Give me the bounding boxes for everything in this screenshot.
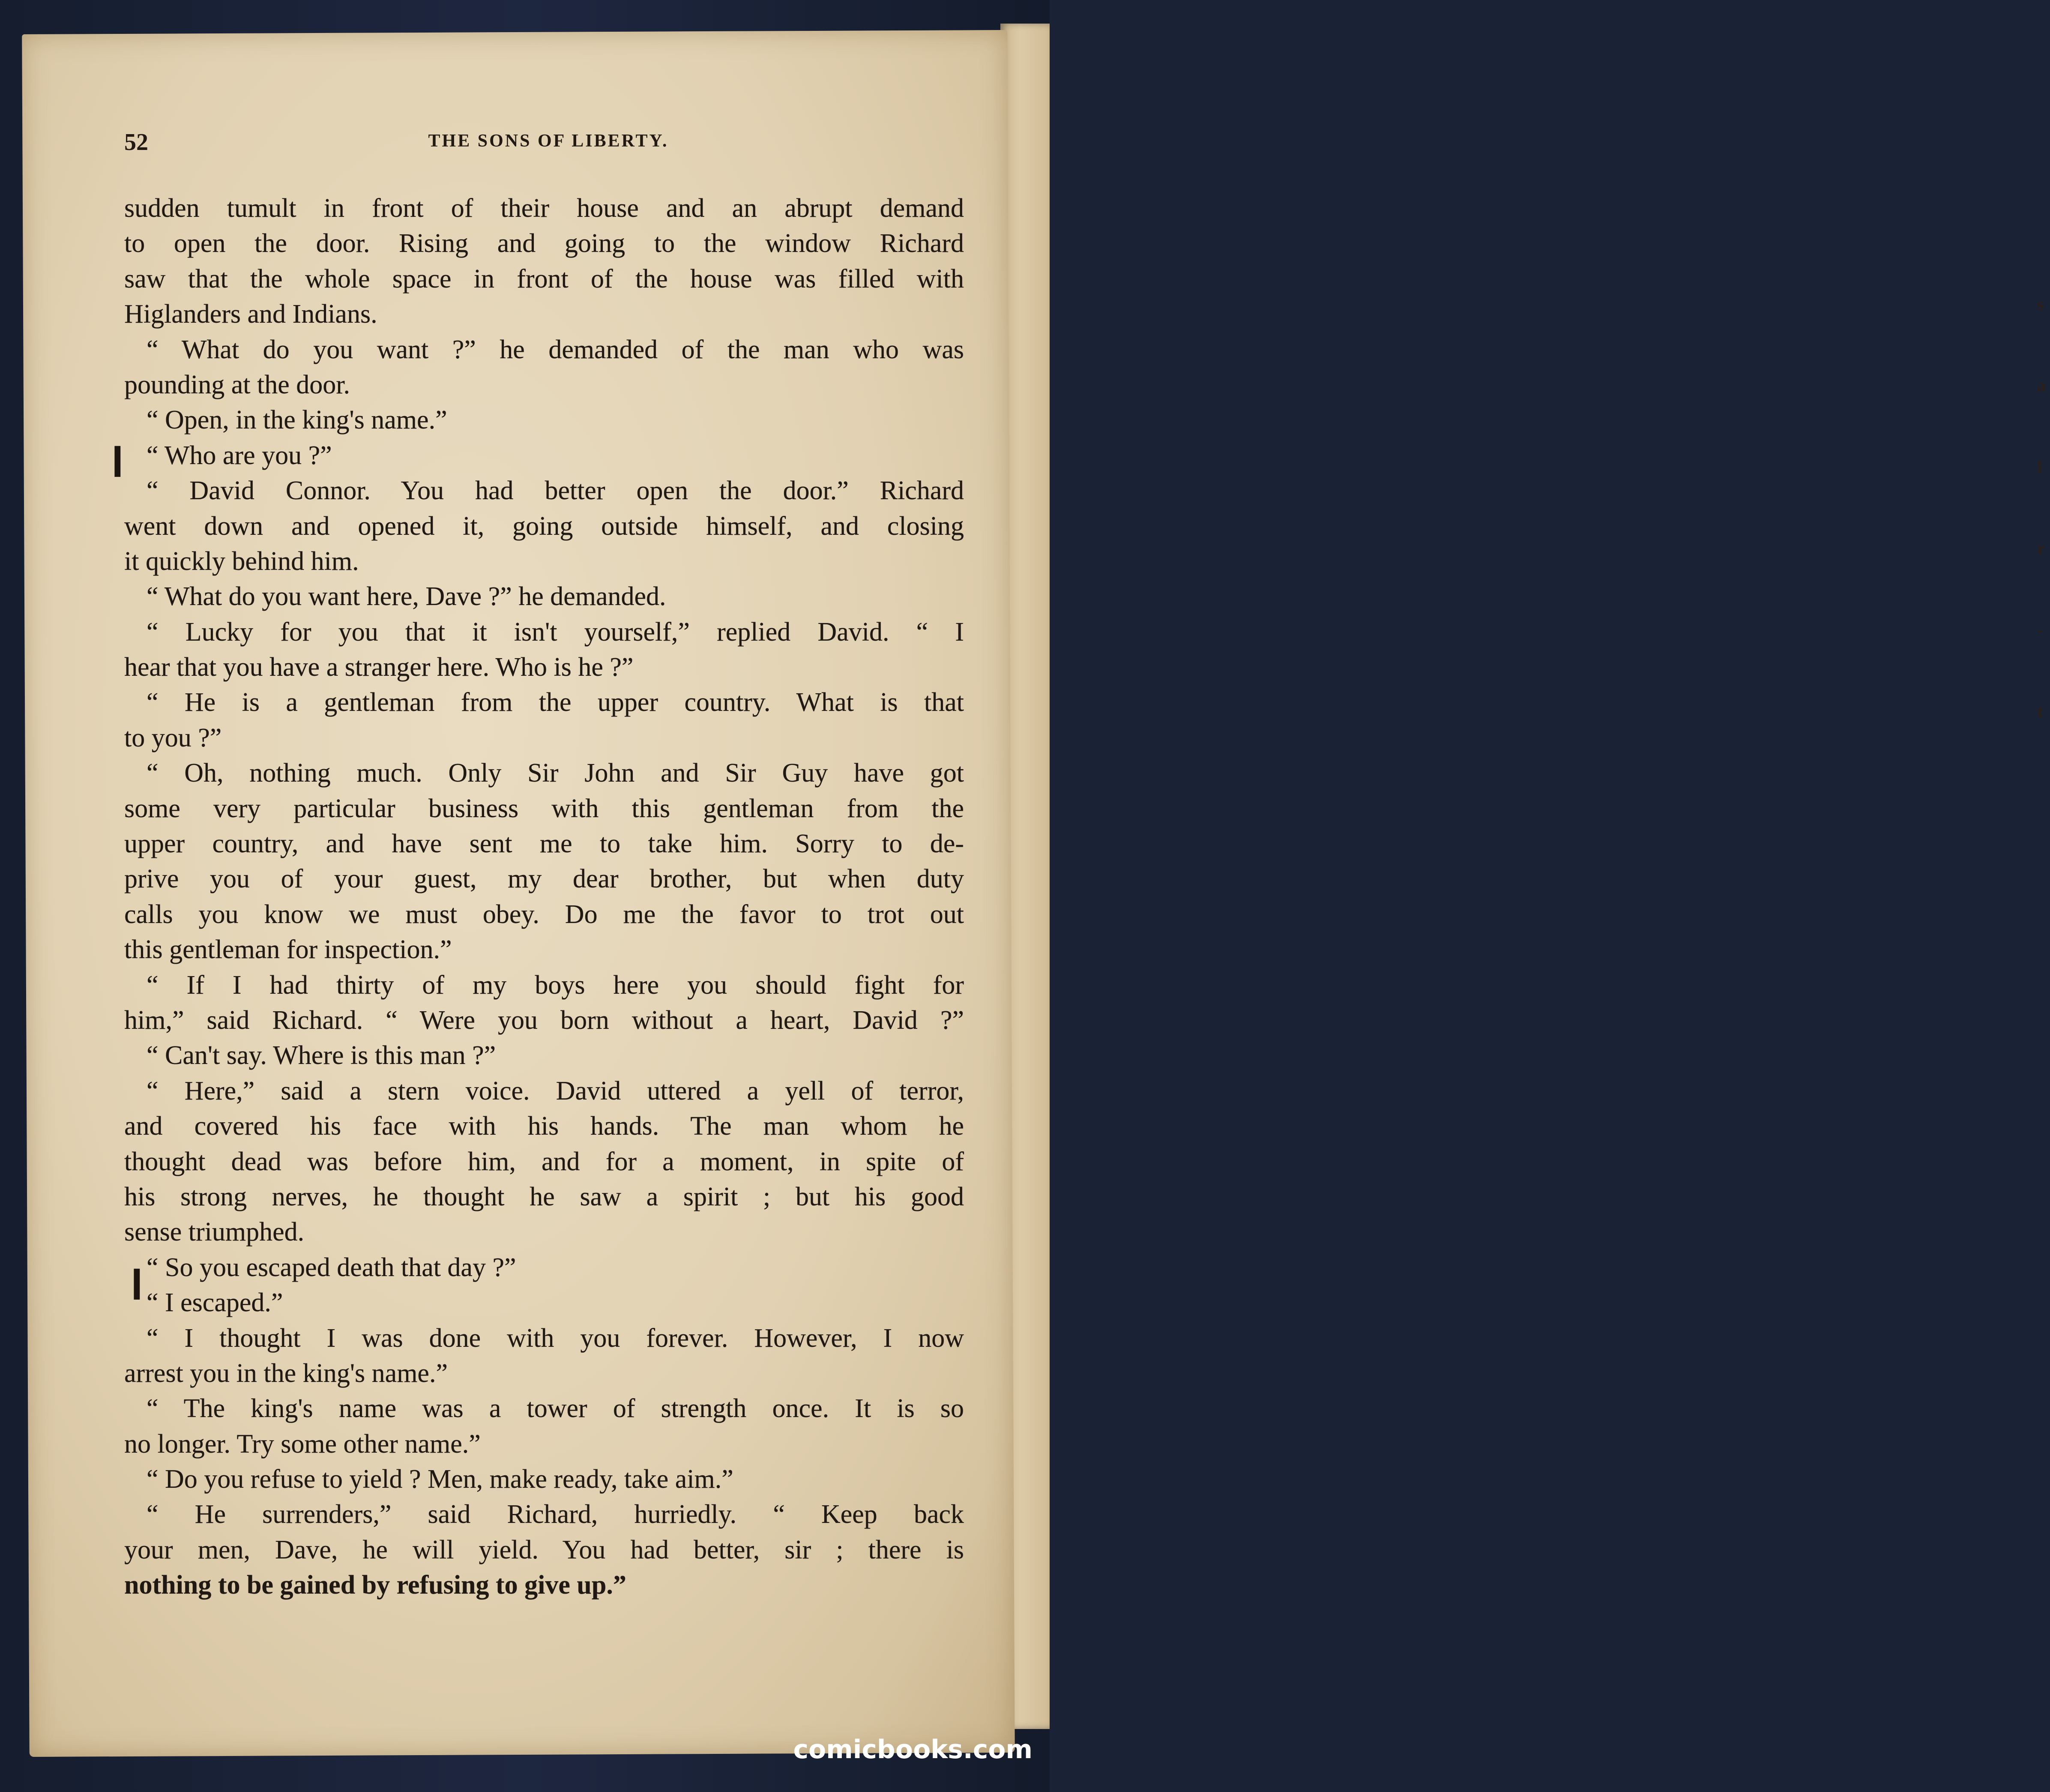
facing-page-letters [2037,264,2050,752]
text-line: “ Who are you ?” [147,441,332,470]
text-line: this gentleman for inspection.” [124,935,452,965]
text-line: “ Oh, nothing much. Only Sir John and Sir Guy have got [147,758,964,788]
text-line: his strong nerves, he thought he saw a spirit ; but his good [124,1182,964,1211]
facing-page-letter: r [2037,539,2045,558]
text-line: nothing to be gained by refusing to give up.” [124,1570,626,1600]
watermark: comicbooks.com [793,1735,1032,1765]
text-line: “ Do you refuse to yield ? Men, make ready, take aim.” [147,1465,733,1494]
text-line: and covered his face with his hands. The man whom he [124,1112,964,1141]
body-text [124,191,964,1603]
text-line: “ Can't say. Where is this man ?” [147,1041,496,1070]
text-line: “ If I had thirty of my boys here you should fight for [147,970,964,1000]
text-line: “ So you escaped death that day ?” [147,1253,516,1282]
text-line: “ Open, in the king's name.” [147,405,447,435]
text-line: sense triumphed. [124,1217,305,1247]
text-line: “ Here,” said a stern voice. David uttered a yell of terror, [147,1076,964,1106]
text-line: him,” said Richard. “ Were you born without a heart, David ?” [124,1005,964,1035]
text-line: to open the door. Rising and going to the window Richard [124,229,964,258]
text-line: calls you know we must obey. Do me the favor to trot out [124,899,964,929]
text-line: “ What do you want ?” he demanded of the man who was [147,335,964,364]
text-line: some very particular business with this gentleman from the [124,794,964,823]
text-line: no longer. Try some other name.” [124,1429,481,1459]
margin-ink-mark: ❙ [124,1266,150,1299]
text-line: “ He is a gentleman from the upper country. What is that [147,688,964,717]
text-line: “ Lucky for you that it isn't yourself,” replied David. “ I [147,617,964,647]
text-line: thought dead was before him, and for a moment, in spite of [124,1147,964,1176]
text-line: hear that you have a stranger here. Who is he ?” [124,653,634,682]
text-line: “ I thought I was done with you forever. However, I now [147,1323,964,1353]
text-line: upper country, and have sent me to take him. Sorry to de- [124,829,964,859]
text-line: “ David Connor. You had better open the door.” Richard [147,476,964,506]
facing-page-letter: s [2037,294,2044,314]
text-line: prive you of your guest, my dear brother, but when duty [124,864,964,894]
running-head [124,129,973,159]
text-line: arrest you in the king's name.” [124,1358,448,1388]
text-line: your men, Dave, he will yield. You had better, sir ; there is [124,1535,964,1564]
text-line: went down and opened it, going outside himself, and closing [124,511,964,541]
text-line: “ What do you want here, Dave ?” he demanded. [147,582,666,611]
text-line: “ I escaped.” [147,1288,283,1318]
text-line: Higlanders and Indians. [124,300,377,329]
text-line: to you ?” [124,723,222,752]
page-number: 52 [124,129,148,156]
facing-page-letter: t [2037,701,2043,721]
text-line: sudden tumult in front of their house and an abrupt demand [124,194,964,223]
facing-page-letter: l [2037,457,2042,476]
margin-ink-mark: ❙ [105,443,130,476]
text-line: “ The king's name was a tower of strength once. It is so [147,1394,964,1423]
facing-page-letter: - [2037,620,2043,639]
book-title: THE SONS OF LIBERTY. [428,131,669,151]
text-line: it quickly behind him. [124,546,359,576]
text-line: pounding at the door. [124,370,350,399]
facing-page-letter: a [2037,376,2046,395]
text-line: saw that the whole space in front of the house was filled with [124,264,964,294]
text-line: “ He surrenders,” said Richard, hurriedly. “ Keep back [147,1500,964,1529]
